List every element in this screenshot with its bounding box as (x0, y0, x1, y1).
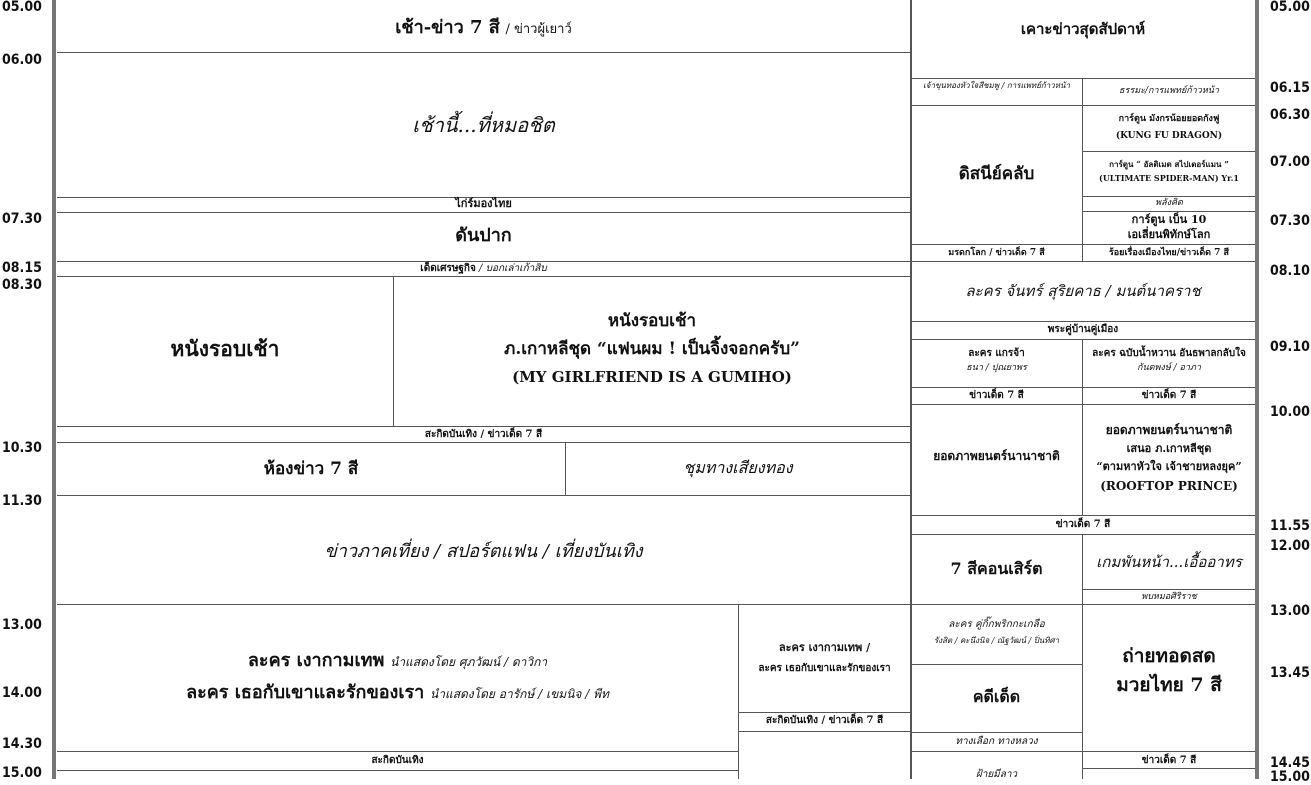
program-title: เคาะข่าวสุดสัปดาห์ (1020, 20, 1146, 38)
program-title: สะกิดบันเทิง (371, 755, 424, 766)
grid-line (57, 495, 910, 496)
program-title: ยอดภาพยนตร์นานาชาติ (1105, 423, 1233, 437)
program-title: 7 สีคอนเสิร์ต (950, 559, 1043, 578)
program-title: คดีเด็ด (972, 687, 1021, 706)
program-title: หนังรอบเช้า (170, 336, 280, 361)
time-label: 05.00 (2, 0, 42, 15)
program-title: การ์ตูน “ อัลติเมต สไปเดอร์แมน ” (1109, 159, 1229, 169)
grid-line (57, 261, 910, 262)
program-title: ถ่ายทอดสด (1122, 645, 1216, 667)
time-label: 10.00 (1270, 404, 1310, 420)
program-title: ชุมทางเสียงทอง (683, 458, 793, 477)
grid-line (57, 751, 738, 752)
program-title: สะกิดบันเทิง / ข่าวเด็ด 7 สี (424, 429, 543, 440)
program-title: พลังคิด (1155, 198, 1183, 208)
program-subtitle: (ROOFTOP PRINCE) (1100, 479, 1238, 493)
program-subtitle: รังสิต / คะนึงนิจ / ณัฐวัฒน์ / ปิ่นทิศา (933, 636, 1060, 645)
program-subtitle: เสนอ ภ.เกาหลีชุด (1126, 442, 1212, 455)
time-label: 08.15 (2, 260, 42, 276)
program-title: ละคร เงากามเทพ / (778, 641, 871, 654)
program-title: เกมพันหน้า...เอื้ออาทร (1096, 553, 1242, 571)
program-cell (57, 683, 738, 704)
program-title: พบหมอศิริราช (1141, 592, 1197, 602)
program-subtitle: “ตามหาหัวใจ เจ้าชายหลงยุค” (1096, 460, 1242, 473)
program-cell (57, 263, 910, 275)
program-title: ดิสนีย์คลับ (958, 164, 1035, 184)
grid-line (738, 731, 910, 732)
program-subtitle: นำแสดงโดย ศุภวัฒน์ / ดาวิกา (390, 655, 548, 669)
grid-line (57, 770, 738, 771)
program-title: เช้านี้...ที่หมอชิต (412, 113, 555, 137)
time-label: 11.55 (1270, 518, 1310, 534)
program-title: ละคร คู่กิ๊กพริกกะเกลือ (948, 619, 1045, 630)
program-subtitle: (MY GIRLFRIEND IS A GUMIHO) (512, 368, 792, 386)
program-subtitle: ภ.เกาหลีชุด “แฟนผม ! เป็นจิ้งจอกครับ” (504, 339, 800, 359)
program-subtitle: นำแสดงโดย อารักษ์ / เขมนิจ / พีท (430, 687, 609, 701)
program-title: ละคร เธอกับเขาและรักของเรา (186, 682, 425, 703)
time-label: 05.00 (1270, 0, 1310, 15)
program-title: ทางเลือก ทางหลวง (955, 736, 1038, 747)
time-label: 13.00 (1270, 603, 1310, 619)
grid-line (911, 78, 1255, 79)
grid-line (57, 52, 910, 53)
grid-line (911, 751, 1255, 752)
program-title: การ์ตูน เบ็น 10 (1131, 213, 1207, 226)
time-label: 14.45 (1270, 755, 1310, 771)
program-title: ละคร เธอกับเขาและรักของเรา (758, 663, 891, 674)
time-label: 07.30 (1270, 213, 1310, 229)
program-title: เช้า-ข่าว 7 สี (395, 17, 500, 38)
program-title: ข่าวภาคเที่ยง / สปอร์ตแฟน / เที่ยงบันเทิง (324, 541, 643, 562)
program-subtitle: / ข่าวผู้เยาว์ (505, 22, 572, 37)
program-subtitle: มวยไทย 7 สี (1116, 674, 1222, 696)
program-title: ร้อยเรื่องเมืองไทย/ข่าวเด็ด 7 สี (1108, 248, 1230, 258)
time-label: 14.00 (2, 685, 42, 701)
grid-line (57, 426, 910, 427)
time-label: 08.30 (2, 277, 42, 293)
program-title: ข่าวเด็ด 7 สี (1141, 390, 1197, 401)
grid-line (57, 604, 910, 605)
program-subtitle: กันตพงษ์ / อาภา (1137, 363, 1201, 373)
program-subtitle: เอเลี่ยนพิทักษ์โลก (1127, 228, 1211, 241)
left-border (52, 0, 56, 779)
time-label: 09.10 (1270, 339, 1310, 355)
time-label: 06.30 (1270, 107, 1310, 123)
program-cell (57, 651, 738, 672)
time-label: 11.30 (2, 493, 42, 509)
grid-line (911, 321, 1255, 322)
program-title: การ์ตูน มังกรน้อยยอดกังฟู (1118, 114, 1220, 124)
grid-divider (738, 604, 739, 779)
program-title: ดันปาก (455, 225, 512, 246)
time-label: 15.00 (2, 765, 42, 781)
program-subtitle: / บอกเล่าเก้าสิบ (479, 263, 547, 274)
program-title: ละคร แกรจ้า (968, 348, 1025, 359)
program-title: ข่าวเด็ด 7 สี (969, 390, 1024, 401)
grid-line (911, 404, 1255, 405)
grid-line (1082, 589, 1255, 590)
time-label: 10.30 (2, 440, 42, 456)
program-title: สะกิดบันเทิง / ข่าวเด็ด 7 สี (765, 715, 884, 726)
program-title: ฝ้ายมีลาว (975, 769, 1018, 780)
program-subtitle: ธนา / ปุณยาพร (966, 363, 1027, 373)
program-title: ละคร จันทร์ สุริยคาธ / มนต์นาคราช (965, 282, 1201, 300)
grid-line (911, 105, 1255, 106)
time-label: 07.30 (2, 211, 42, 227)
grid-line (911, 244, 1255, 245)
time-label: 08.10 (1270, 263, 1310, 279)
program-title: ข่าวเด็ด 7 สี (1055, 519, 1111, 530)
grid-line (911, 664, 1083, 665)
time-label: 14.30 (2, 736, 42, 752)
program-title: ละคร เงากามเทพ (247, 650, 385, 671)
grid-line (911, 604, 1255, 605)
grid-line (911, 387, 1255, 388)
time-label: 12.00 (1270, 538, 1310, 554)
time-label: 07.00 (1270, 154, 1310, 170)
program-title: ธรรมะ/การแพทย์ก้าวหน้า (1119, 86, 1219, 96)
program-title: ยอดภาพยนตร์นานาชาติ (933, 449, 1060, 463)
program-title: มรดกโลก / ข่าวเด็ด 7 สี (948, 248, 1045, 258)
grid-line (1082, 196, 1255, 197)
grid-line (911, 534, 1255, 535)
program-subtitle: (KUNG FU DRAGON) (1115, 131, 1223, 141)
program-title: เจ้าขุนทองหัวใจสีชมพู / การแพทย์ก้าวหน้า (923, 81, 1070, 90)
grid-line (738, 712, 910, 713)
grid-line (1082, 211, 1255, 212)
program-subtitle: (ULTIMATE SPIDER-MAN) Yr.1 (1099, 173, 1239, 183)
program-title: ไก่ร์มองไทย (455, 197, 512, 210)
grid-line (911, 515, 1255, 516)
time-label: 06.15 (1270, 80, 1310, 96)
grid-line (1082, 151, 1255, 152)
time-label: 13.45 (1270, 665, 1310, 681)
grid-line (1082, 768, 1255, 769)
program-title: ละคร ฉบับน้ำหวาน อันธพาลกลับใจ (1092, 348, 1246, 359)
time-label: 15.00 (1270, 769, 1310, 785)
program-title: ข่าวเด็ด 7 สี (1141, 755, 1197, 766)
time-label: 06.00 (2, 52, 42, 68)
grid-line (57, 276, 910, 277)
grid-line (57, 442, 910, 443)
program-title: พระคู่บ้านคู่เมือง (1047, 324, 1119, 335)
grid-line (911, 339, 1255, 340)
program-title: เด็ดเศรษฐกิจ (420, 263, 476, 274)
right-border (1255, 0, 1259, 779)
grid-line (911, 732, 1083, 733)
program-title: ห้องข่าว 7 สี (263, 459, 359, 479)
time-label: 13.00 (2, 617, 42, 633)
program-title: หนังรอบเช้า (607, 311, 697, 331)
grid-line (57, 212, 910, 213)
program-cell (57, 18, 910, 39)
grid-line (911, 261, 1255, 262)
